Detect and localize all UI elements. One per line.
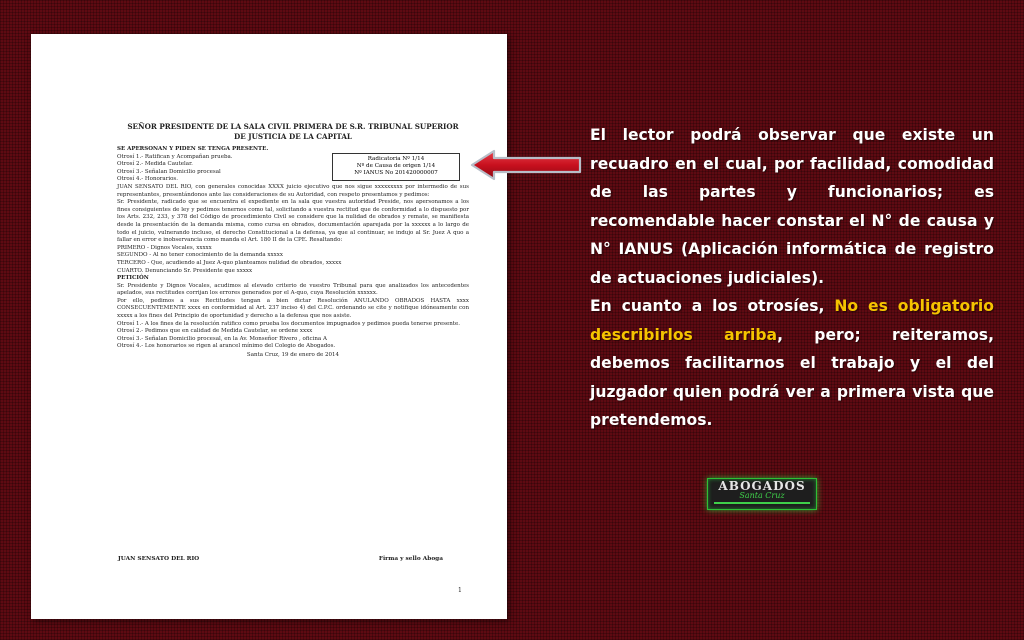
- legal-document-page: [31, 34, 507, 619]
- document-line: Otrosí 2.- Medida Cautelar.: [117, 161, 193, 168]
- explanation-p2-end: , pero; reiteramos, debemos facilitarnos el trabajo y el del juzgador quien podrá ver a primera vista que pretendemos.: [590, 325, 994, 429]
- document-line: TERCERO - Que, acudiendo al Juez A-quo planteamos nulidad de obrados, xxxxx: [117, 259, 342, 266]
- case-number-box: [332, 153, 460, 181]
- logo-strip: [714, 502, 810, 504]
- document-line: JUAN SENSATO DEL RIO, con generales conocidas XXXX juicio ejecutivo que nos sigue xxxxxxxxx por intermedio de sus representantes, presentándonos ante las consideraciones de su Autoridad, con respeto presentamos y pedimos:: [117, 183, 469, 198]
- document-line: Otrosí 3.- Señalan Domicilio procesal: [117, 168, 221, 175]
- document-line: Por ello, pedimos a sus Rectitudes tengan a bien dictar Resolución ANULANDO OBRADOS HASTA xxxx CONSECUENTEMENTE xxxx en conformidad al Art. 237 inciso 4) del C.P.C. ordenando se cite y notifique idóneamente con xxxxx a los fines del Principio de oportunidad y derecho a la defensa que nos asiste.: [117, 297, 469, 320]
- case-box-line-2: Nº de Causa de origen 1/14: [356, 163, 436, 169]
- explanation-paragraph-2: [590, 292, 994, 435]
- signature-left: JUAN SENSATO DEL RIO: [118, 556, 200, 562]
- document-line: Otrosí 1.- Ratifican y Acompañan prueba.: [117, 153, 233, 160]
- document-line: Otrosí 3.- Señalan Domicilio procesal, en la Av. Monseñor Rivero , oficina A: [117, 335, 327, 342]
- page-number: 1: [458, 587, 462, 594]
- document-line: Otrosí 4.- Honorarios.: [117, 176, 178, 183]
- case-box-line-1: Radicatoria Nº 1/14: [367, 156, 425, 162]
- pointer-arrow-icon: [470, 148, 582, 182]
- document-line: SE APERSONAN Y PIDEN SE TENGA PRESENTE.: [117, 146, 269, 152]
- abogados-logo: [707, 478, 817, 510]
- explanation-highlight: No es obligatorio describirlos arriba: [590, 297, 994, 344]
- document-title: [117, 122, 469, 142]
- title-line-1: SEÑOR PRESIDENTE DE LA SALA CIVIL PRIMERA DE S.R. TRIBUNAL SUPERIOR: [127, 122, 459, 131]
- document-line: PRIMERO - Dignos Vocales, xxxxx: [117, 244, 212, 251]
- document-line: Otrosí 2.- Pedimos que en calidad de Medida Cautelar, se ordene xxxx: [117, 328, 313, 335]
- document-line: Otrosí 4.- Los honorarios se rigen al arancel mínimo del Colegio de Abogados.: [117, 343, 336, 350]
- signature-row: [118, 556, 443, 562]
- title-line-2: DE JUSTICIA DE LA CAPITAL: [234, 132, 352, 141]
- signature-right: Firma y sello Aboga: [378, 556, 443, 562]
- case-box-line-3: Nº IANUS No 201420000007: [354, 170, 438, 176]
- document-line: CUARTO. Denunciando Sr. Presidente que xxxxx: [117, 267, 253, 274]
- explanation-paragraph-1: El lector podrá observar que existe un recuadro en el cual, por facilidad, comodidad de las partes y funcionarios; es recomendable hacer constar el N° de causa y N° IANUS (Aplicación informática de registro de actuaciones judiciales).: [590, 126, 994, 287]
- document-line: PETICIÓN: [117, 275, 149, 282]
- document-line: Otrosí 1.- A los fines de la resolución ratifico como prueba los documentos impugnados y pedimos pueda tenerse presente.: [117, 320, 460, 327]
- logo-main-text: ABOGADOS: [718, 479, 806, 493]
- logo-sub-text: Santa Cruz: [739, 491, 785, 500]
- explanation-text: [590, 121, 994, 435]
- document-line: SEGUNDO - Al no tener conocimiento de la demanda xxxxx: [117, 252, 283, 259]
- document-line: Sr. Presidente, radicado que se encuentra el expediente en la sala que vuestra autoridad Preside, nos apersonamos a los fines consiguientes de ley y pedimos tenernos como tal, solicitando a vuestra rectitud que de conformidad a lo dispuesto por los Arts. 232, 233, y 378 del Código de procedimiento Civil se considere que la nulidad de obrados y remate, se manifiesta desde la presentación de la demanda misma, como cursa en obrados, documentación aparejada por la xxxxxx a lo largo de todo el juicio, vulnerando incluso, el derecho Constitucional a la defensa, ya que al continuar, se indujo al Sr. Juez A quo a fallar en error e inobservancia como manda el Art. 180 II de la CPE. Resaltando:: [117, 199, 469, 244]
- explanation-p2-start: En cuanto a los otrosíes,: [590, 297, 835, 315]
- document-line: Sr. Presidente y Dignos Vocales, acudimos al elevado criterio de vuestro Tribunal para que analizados los antecedentes apelados, sus rectitudes corrijan los errores generados por el A-quo, cuya Resolución xxxxxx.: [117, 282, 469, 297]
- date-line: Santa Cruz, 19 de enero de 2014: [246, 352, 340, 359]
